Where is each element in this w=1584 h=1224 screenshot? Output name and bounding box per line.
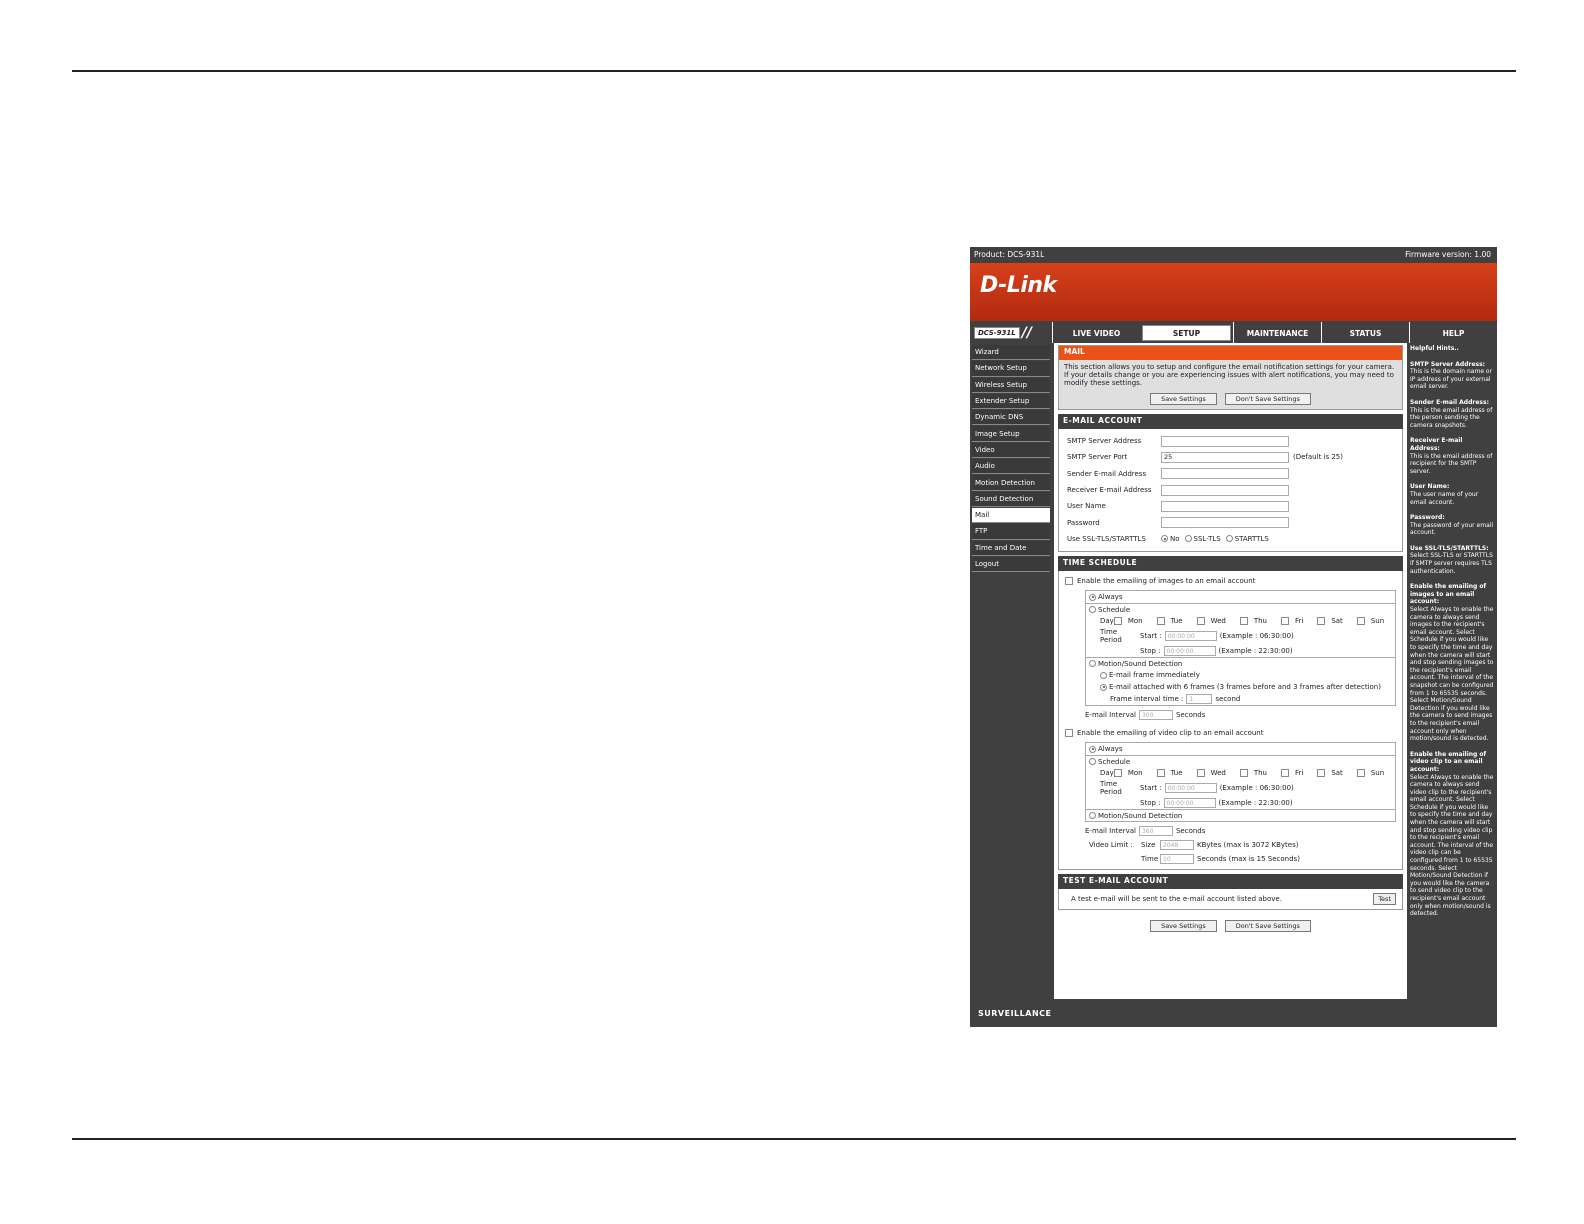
mail-intro-box: [1058, 345, 1403, 410]
video-day-tue-checkbox[interactable]: [1157, 769, 1165, 777]
tab-setup[interactable]: SETUP: [1142, 325, 1231, 341]
sidebar-item-audio[interactable]: Audio: [972, 459, 1050, 474]
video-always-label: Always: [1098, 745, 1123, 754]
time-schedule-header: TIME SCHEDULE: [1058, 556, 1403, 571]
images-enable-label: Enable the emailing of images to an email account: [1077, 577, 1256, 586]
hint-images-title: Enable the emailing of images to an email account:: [1410, 583, 1487, 606]
video-day-mon-checkbox[interactable]: [1114, 769, 1122, 777]
test-button[interactable]: Test: [1373, 893, 1396, 905]
images-always-label: Always: [1098, 593, 1123, 602]
hint-username-title: User Name:: [1410, 483, 1450, 491]
video-day-mon-label: Mon: [1127, 769, 1143, 778]
video-day-sun-checkbox[interactable]: [1357, 769, 1365, 777]
frame-interval-select[interactable]: 1: [1186, 694, 1212, 704]
video-time-period-label: Time Period: [1100, 780, 1122, 797]
top-rule: [72, 70, 1516, 72]
video-schedule-label: Schedule: [1098, 757, 1131, 766]
video-limit-label: Video Limit :: [1089, 841, 1133, 850]
images-stop-input[interactable]: 00:00:00: [1164, 646, 1216, 656]
receiver-email-input[interactable]: [1161, 485, 1289, 496]
images-motion-radio[interactable]: [1089, 660, 1096, 667]
video-time-note: Seconds (max is 15 Seconds): [1197, 855, 1300, 864]
images-email-interval-unit: Seconds: [1175, 711, 1206, 720]
video-size-input[interactable]: 2048: [1160, 840, 1194, 850]
ssl-label: Use SSL-TLS/STARTTLS: [1067, 534, 1146, 543]
hint-sender-text: This is the email address of the person sending the camera snapshots.: [1410, 406, 1493, 429]
sidebar-item-motion-detection[interactable]: Motion Detection: [972, 475, 1050, 490]
images-day-tue-label: Tue: [1170, 617, 1183, 626]
product-label: Product: DCS-931L: [974, 250, 1045, 259]
sidebar-item-wireless-setup[interactable]: Wireless Setup: [972, 378, 1050, 393]
tab-maintenance[interactable]: MAINTENANCE: [1233, 322, 1321, 344]
firmware-label: Firmware version: 1.00: [1405, 250, 1491, 259]
images-day-tue-checkbox[interactable]: [1157, 617, 1165, 625]
sidebar-item-time-and-date[interactable]: Time and Date: [972, 541, 1050, 556]
frame-interval-label: Frame interval time :: [1110, 695, 1184, 704]
smtp-port-label: SMTP Server Port: [1067, 453, 1128, 462]
images-start-example: (Example : 06:30:00): [1219, 632, 1294, 641]
images-day-thu-label: Thu: [1253, 617, 1267, 626]
images-day-sat-checkbox[interactable]: [1317, 617, 1325, 625]
sidebar-item-extender-setup[interactable]: Extender Setup: [972, 394, 1050, 409]
frame-immediately-label: E-mail frame immediately: [1109, 671, 1200, 680]
images-always-radio[interactable]: [1089, 594, 1096, 601]
main-nav: [970, 322, 1497, 344]
video-start-label: Start :: [1140, 784, 1162, 793]
sidebar-item-image-setup[interactable]: Image Setup: [972, 426, 1050, 441]
images-email-interval-label: E-mail Interval: [1085, 711, 1136, 720]
hint-images-text: Select Always to enable the camera to always send images to the recipient's email account. Select Schedule if you would like to specify the time and day when the camera will start and stop sending images to the recipient's email account. The interval of the snapshot can be configured from 1 to 65535 seconds. Select Motion/Sound Detection if you would like the camera to send images to the recipient's email account only when motion/sound is detected.: [1410, 606, 1494, 743]
images-schedule-radio[interactable]: [1089, 606, 1096, 613]
top-bar: [970, 247, 1497, 262]
dlink-logo: D-Link: [980, 273, 1057, 298]
images-day-thu-checkbox[interactable]: [1240, 617, 1248, 625]
main-content: [1052, 343, 1407, 999]
sidebar-item-ftp[interactable]: FTP: [972, 524, 1050, 539]
images-stop-example: (Example : 22:30:00): [1218, 647, 1293, 656]
smtp-server-label: SMTP Server Address: [1067, 437, 1142, 446]
password-input[interactable]: [1161, 517, 1289, 528]
sender-email-label: Sender E-mail Address: [1067, 469, 1147, 478]
images-day-sun-checkbox[interactable]: [1357, 617, 1365, 625]
page-body: [970, 343, 1497, 999]
frame-interval-unit: second: [1215, 695, 1241, 704]
mail-description: This section allows you to setup and configure the email notification settings for your camera. If your details change or you are experiencing issues with alert notifications, you may need to modify these settings.: [1064, 363, 1395, 387]
ssl-no-label: No: [1170, 534, 1180, 543]
ssl-tls-label: SSL-TLS: [1193, 534, 1221, 543]
hint-ssl-text: Select SSL-TLS or STARTTLS if SMTP server requires TLS authentication.: [1410, 552, 1493, 575]
video-stop-example: (Example : 22:30:00): [1218, 799, 1293, 808]
model-badge: DCS-931L: [974, 327, 1020, 339]
video-enable-label: Enable the emailing of video clip to an email account: [1077, 729, 1264, 738]
helpful-hints: [1407, 343, 1497, 999]
images-day-label: Day: [1100, 617, 1114, 626]
hint-receiver-title: Receiver E-mail Address:: [1410, 437, 1463, 452]
tab-status[interactable]: STATUS: [1321, 322, 1409, 344]
email-account-section: [1058, 429, 1403, 552]
test-email-section: [1058, 889, 1403, 910]
images-day-mon-label: Mon: [1127, 617, 1143, 626]
smtp-port-note: (Default is 25): [1293, 453, 1343, 462]
dont-save-settings-button-bottom[interactable]: Don't Save Settings: [1225, 920, 1311, 932]
video-day-sat-label: Sat: [1331, 769, 1343, 778]
username-input[interactable]: [1161, 501, 1289, 512]
hint-video-text: Select Always to enable the camera to always send video clip to the recipient's email account. Select Schedule if you would like to specify the time and day when the camera will start and stop sending video clip to the recipient's email account. The interval of the video clip can be configured from 1 to 65535 seconds. Select Motion/Sound Detection if you would like the camera to send video clip to the recipient's email account only when motion/sound is detected.: [1410, 773, 1494, 918]
starttls-radio[interactable]: [1226, 535, 1233, 542]
hint-receiver-text: This is the email address of recipient for the SMTP server.: [1410, 452, 1493, 475]
starttls-label: STARTTLS: [1234, 534, 1269, 543]
video-schedule-box: [1085, 742, 1396, 822]
ssl-no-radio[interactable]: [1161, 535, 1168, 542]
password-label: Password: [1067, 518, 1100, 527]
username-label: User Name: [1067, 502, 1106, 511]
save-settings-button-top[interactable]: Save Settings: [1150, 393, 1217, 405]
hint-smtp-text: This is the domain name or IP address of your external email server.: [1410, 368, 1493, 391]
sidebar-item-dynamic-dns[interactable]: Dynamic DNS: [972, 410, 1050, 425]
test-email-text: A test e-mail will be sent to the e-mail account listed above.: [1071, 895, 1282, 904]
hints-title: Helpful Hints..: [1410, 345, 1459, 352]
camera-admin-screenshot: [970, 247, 1497, 1027]
video-always-radio[interactable]: [1089, 746, 1096, 753]
tab-live-video[interactable]: LIVE VIDEO: [1052, 322, 1140, 344]
images-day-mon-checkbox[interactable]: [1114, 617, 1122, 625]
bottom-rule: [72, 1138, 1516, 1140]
model-badge-area: [970, 322, 1052, 344]
images-day-fri-checkbox[interactable]: [1281, 617, 1289, 625]
video-motion-radio[interactable]: [1089, 812, 1096, 819]
images-day-wed-checkbox[interactable]: [1197, 617, 1205, 625]
images-day-wed-label: Wed: [1210, 617, 1226, 626]
time-schedule-section: [1058, 571, 1403, 870]
video-size-label: Size: [1141, 841, 1156, 850]
hint-password-text: The password of your email account.: [1410, 521, 1494, 537]
images-stop-label: Stop :: [1140, 647, 1161, 656]
images-enable-checkbox[interactable]: [1065, 577, 1073, 585]
tab-help[interactable]: HELP: [1409, 322, 1497, 344]
video-time-label: Time: [1141, 855, 1159, 864]
video-day-thu-checkbox[interactable]: [1240, 769, 1248, 777]
video-email-interval-unit: Seconds: [1175, 827, 1206, 836]
brand-banner: [970, 263, 1497, 321]
video-motion-label: Motion/Sound Detection: [1098, 811, 1183, 820]
video-day-fri-label: Fri: [1294, 769, 1304, 778]
images-schedule-label: Schedule: [1098, 605, 1131, 614]
video-start-example: (Example : 06:30:00): [1219, 784, 1294, 793]
video-start-input[interactable]: 00:00:00: [1165, 783, 1217, 793]
hint-sender-title: Sender E-mail Address:: [1410, 398, 1489, 406]
sidebar-item-video[interactable]: Video: [972, 443, 1050, 458]
sidebar: [970, 343, 1052, 999]
images-day-sat-label: Sat: [1331, 617, 1343, 626]
video-day-sun-label: Sun: [1370, 769, 1385, 778]
surveillance-footer: SURVEILLANCE: [970, 1001, 1497, 1027]
video-day-sat-checkbox[interactable]: [1317, 769, 1325, 777]
hint-password-title: Password:: [1410, 514, 1445, 522]
hint-ssl-title: Use SSL-TLS/STARTTLS:: [1410, 544, 1489, 552]
email-account-header: E-MAIL ACCOUNT: [1058, 414, 1403, 429]
test-email-header: TEST E-MAIL ACCOUNT: [1058, 874, 1403, 889]
smtp-server-input[interactable]: [1161, 436, 1289, 447]
dont-save-settings-button-top[interactable]: Don't Save Settings: [1225, 393, 1311, 405]
images-day-fri-label: Fri: [1294, 617, 1304, 626]
video-size-note: KBytes (max is 3072 KBytes): [1197, 841, 1299, 850]
images-motion-label: Motion/Sound Detection: [1098, 659, 1183, 668]
save-settings-button-bottom[interactable]: Save Settings: [1150, 920, 1217, 932]
sidebar-item-logout[interactable]: Logout: [972, 557, 1050, 572]
hint-username-text: The user name of your email account.: [1410, 490, 1479, 506]
frame-attached-radio[interactable]: [1100, 684, 1107, 691]
receiver-email-label: Receiver E-mail Address: [1067, 486, 1152, 495]
slashes-decoration: //: [1021, 325, 1032, 341]
images-email-interval-input[interactable]: 300: [1139, 710, 1173, 720]
smtp-port-input[interactable]: 25: [1161, 452, 1289, 463]
video-schedule-radio[interactable]: [1089, 758, 1096, 765]
images-time-period-label: Time Period: [1100, 628, 1122, 645]
sender-email-input[interactable]: [1161, 468, 1289, 479]
video-day-tue-label: Tue: [1170, 769, 1183, 778]
sidebar-item-network-setup[interactable]: Network Setup: [972, 361, 1050, 376]
frame-attached-label: E-mail attached with 6 frames (3 frames before and 3 frames after detection): [1109, 683, 1381, 692]
images-day-sun-label: Sun: [1370, 617, 1385, 626]
video-day-thu-label: Thu: [1253, 769, 1267, 778]
video-email-interval-label: E-mail Interval: [1085, 827, 1136, 836]
video-stop-input[interactable]: 00:00:00: [1164, 798, 1216, 808]
video-day-wed-label: Wed: [1210, 769, 1226, 778]
video-day-label: Day: [1100, 769, 1114, 778]
hint-smtp-title: SMTP Server Address:: [1410, 360, 1486, 368]
ssl-tls-radio[interactable]: [1185, 535, 1192, 542]
images-start-label: Start :: [1140, 632, 1162, 641]
video-day-fri-checkbox[interactable]: [1281, 769, 1289, 777]
hint-video-title: Enable the emailing of video clip to an email account:: [1410, 750, 1487, 773]
images-schedule-box: [1085, 590, 1396, 706]
sidebar-item-sound-detection[interactable]: Sound Detection: [972, 492, 1050, 507]
video-day-wed-checkbox[interactable]: [1197, 769, 1205, 777]
video-stop-label: Stop :: [1140, 799, 1161, 808]
frame-immediately-radio[interactable]: [1100, 672, 1107, 679]
sidebar-item-mail[interactable]: Mail: [972, 508, 1050, 523]
sidebar-item-wizard[interactable]: Wizard: [972, 345, 1050, 360]
video-enable-checkbox[interactable]: [1065, 729, 1073, 737]
mail-title: MAIL: [1059, 346, 1402, 360]
images-start-input[interactable]: 00:00:00: [1165, 631, 1217, 641]
video-time-input[interactable]: 10: [1160, 854, 1194, 864]
video-email-interval-input[interactable]: 360: [1139, 826, 1173, 836]
